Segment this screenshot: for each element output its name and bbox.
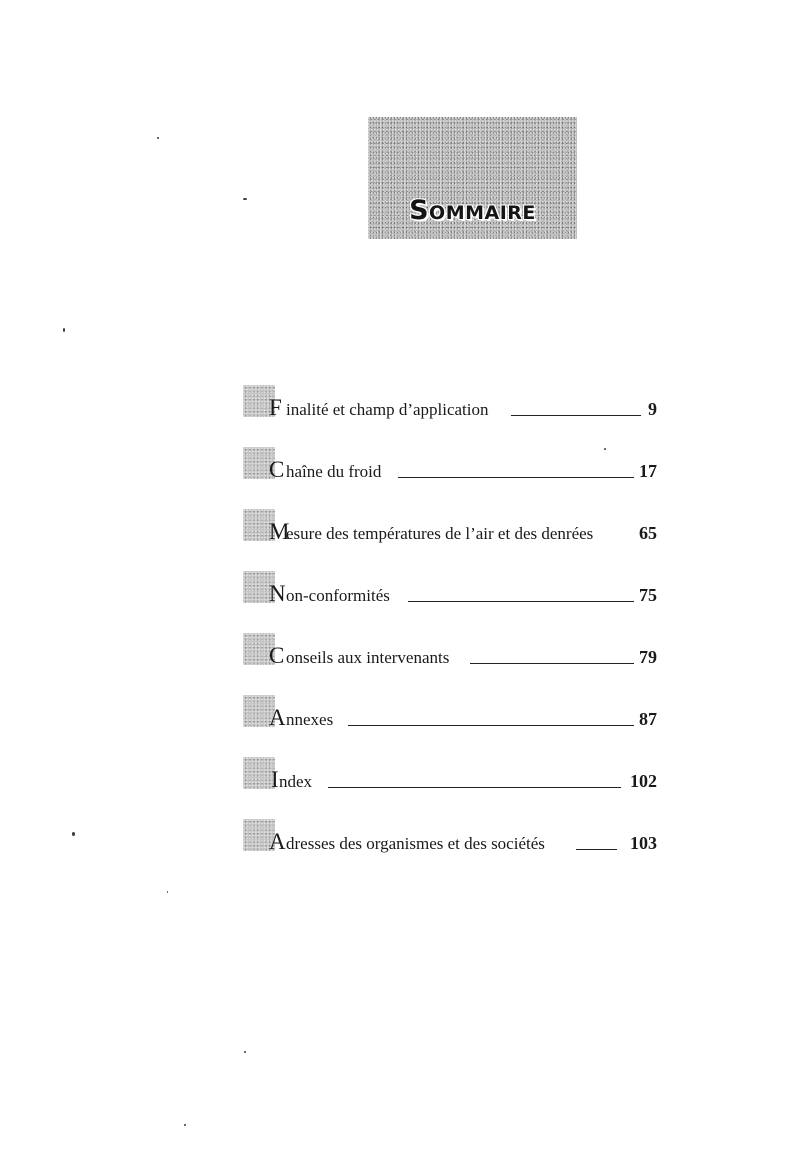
leader-line	[511, 415, 641, 416]
initial-letter: C	[269, 643, 285, 668]
scan-speck	[244, 1051, 246, 1053]
scan-speck	[243, 198, 247, 200]
table-of-contents	[243, 385, 663, 855]
scan-speck	[184, 1124, 186, 1126]
initial-letter: F	[269, 395, 282, 420]
entry-title: on-conformités	[286, 586, 390, 605]
initial-letter: M	[269, 519, 290, 544]
entry-title: ndex	[279, 772, 313, 791]
toc-entry-non-conformites[interactable]	[243, 571, 663, 607]
page-number: 103	[630, 833, 657, 853]
initial-letter: A	[269, 705, 286, 730]
toc-entry-chaine-du-froid[interactable]	[243, 447, 663, 483]
scan-speck	[72, 832, 75, 836]
initial-letter: I	[271, 767, 279, 792]
page-number: 65	[639, 523, 657, 543]
toc-entry-finalite[interactable]	[243, 385, 663, 421]
page-number: 87	[639, 709, 657, 729]
page-number: 17	[639, 461, 657, 481]
leader-line	[328, 787, 621, 788]
leader-line	[576, 849, 617, 850]
entry-title: nnexes	[286, 710, 334, 729]
leader-line	[348, 725, 634, 726]
toc-entry-index[interactable]	[243, 757, 663, 793]
scan-speck	[63, 328, 65, 332]
toc-entry-mesure-temperatures[interactable]	[243, 509, 663, 545]
leader-line	[398, 477, 634, 478]
page-number: 75	[639, 585, 657, 605]
entry-title: inalité et champ d’application	[286, 400, 489, 419]
scan-speck	[167, 891, 168, 893]
page-title: Sommaire	[409, 195, 536, 226]
entry-title: dresses des organismes et des sociétés	[286, 834, 545, 853]
toc-entry-conseils[interactable]	[243, 633, 663, 669]
entry-title: onseils aux intervenants	[286, 648, 450, 667]
title-block	[368, 117, 577, 239]
entry-title: esure des températures de l’air et des denrées	[286, 524, 594, 543]
leader-line	[470, 663, 634, 664]
leader-line	[408, 601, 634, 602]
toc-entry-annexes[interactable]	[243, 695, 663, 731]
entry-title: haîne du froid	[286, 462, 382, 481]
page-number: 102	[630, 771, 657, 791]
toc-entry-adresses[interactable]	[243, 819, 663, 855]
initial-letter: A	[269, 829, 286, 854]
page-number: 9	[648, 399, 657, 419]
initial-letter: N	[269, 581, 286, 606]
scan-speck	[157, 137, 159, 139]
page-number: 79	[639, 647, 657, 667]
initial-letter: C	[269, 457, 285, 482]
